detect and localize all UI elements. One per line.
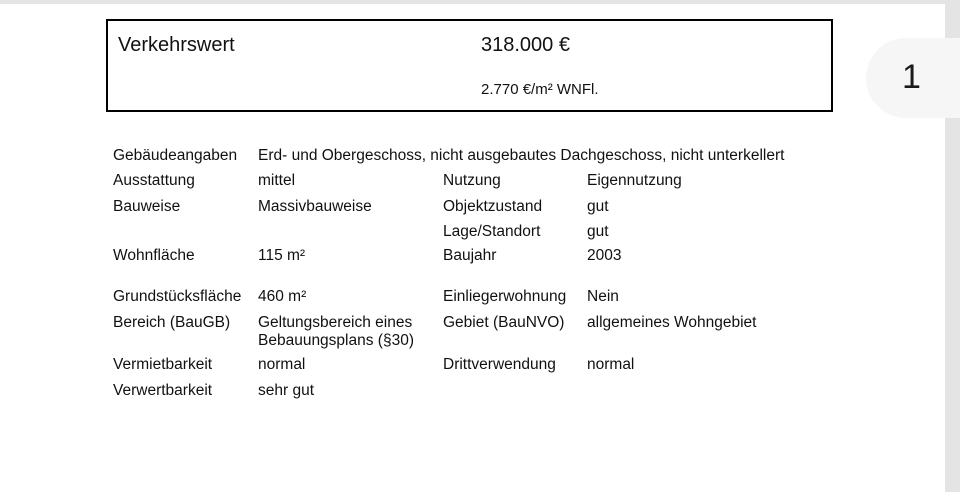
lage-label: Lage/Standort bbox=[443, 223, 541, 240]
market-value-box bbox=[106, 19, 833, 112]
bereich-value-line2: Bebauungsplans (§30) bbox=[258, 332, 414, 349]
document-page bbox=[0, 4, 945, 492]
bereich-label: Bereich (BauGB) bbox=[113, 314, 231, 331]
wohnflaeche-value: 115 m² bbox=[258, 247, 306, 264]
drittverwendung-label: Drittverwendung bbox=[443, 356, 556, 373]
gebaeudeangaben-value: Erd- und Obergeschoss, nicht ausgebautes Dachgeschoss, nicht unterkellert bbox=[258, 147, 785, 164]
einliegerwohnung-value: Nein bbox=[587, 288, 619, 305]
vermietbarkeit-label: Vermietbarkeit bbox=[113, 356, 213, 373]
lage-value: gut bbox=[587, 223, 609, 240]
page-number: 1 bbox=[902, 58, 921, 96]
market-value-per-sqm: 2.770 €/m² WNFl. bbox=[481, 81, 599, 98]
bauweise-label: Bauweise bbox=[113, 198, 181, 215]
grundstuecksflaeche-label: Grundstücksfläche bbox=[113, 288, 242, 305]
ausstattung-label: Ausstattung bbox=[113, 172, 195, 189]
wohnflaeche-label: Wohnfläche bbox=[113, 247, 195, 264]
ausstattung-value: mittel bbox=[258, 172, 296, 189]
nutzung-label: Nutzung bbox=[443, 172, 501, 189]
baujahr-label: Baujahr bbox=[443, 247, 497, 264]
gebiet-label: Gebiet (BauNVO) bbox=[443, 314, 565, 331]
page-number-indicator bbox=[866, 38, 960, 118]
market-value-amount: 318.000 € bbox=[481, 34, 570, 56]
gebaeudeangaben-label: Gebäudeangaben bbox=[113, 147, 238, 164]
baujahr-value: 2003 bbox=[587, 247, 622, 264]
bereich-value-line1: Geltungsbereich eines bbox=[258, 314, 413, 331]
verwertbarkeit-label: Verwertbarkeit bbox=[113, 382, 213, 399]
verwertbarkeit-value: sehr gut bbox=[258, 382, 315, 399]
market-value-label: Verkehrswert bbox=[118, 34, 235, 56]
objektzustand-label: Objektzustand bbox=[443, 198, 543, 215]
drittverwendung-value: normal bbox=[587, 356, 635, 373]
einliegerwohnung-label: Einliegerwohnung bbox=[443, 288, 567, 305]
objektzustand-value: gut bbox=[587, 198, 609, 215]
grundstuecksflaeche-value: 460 m² bbox=[258, 288, 307, 305]
bauweise-value: Massivbauweise bbox=[258, 198, 372, 215]
nutzung-value: Eigennutzung bbox=[587, 172, 682, 189]
vermietbarkeit-value: normal bbox=[258, 356, 306, 373]
gebiet-value: allgemeines Wohngebiet bbox=[587, 314, 757, 331]
